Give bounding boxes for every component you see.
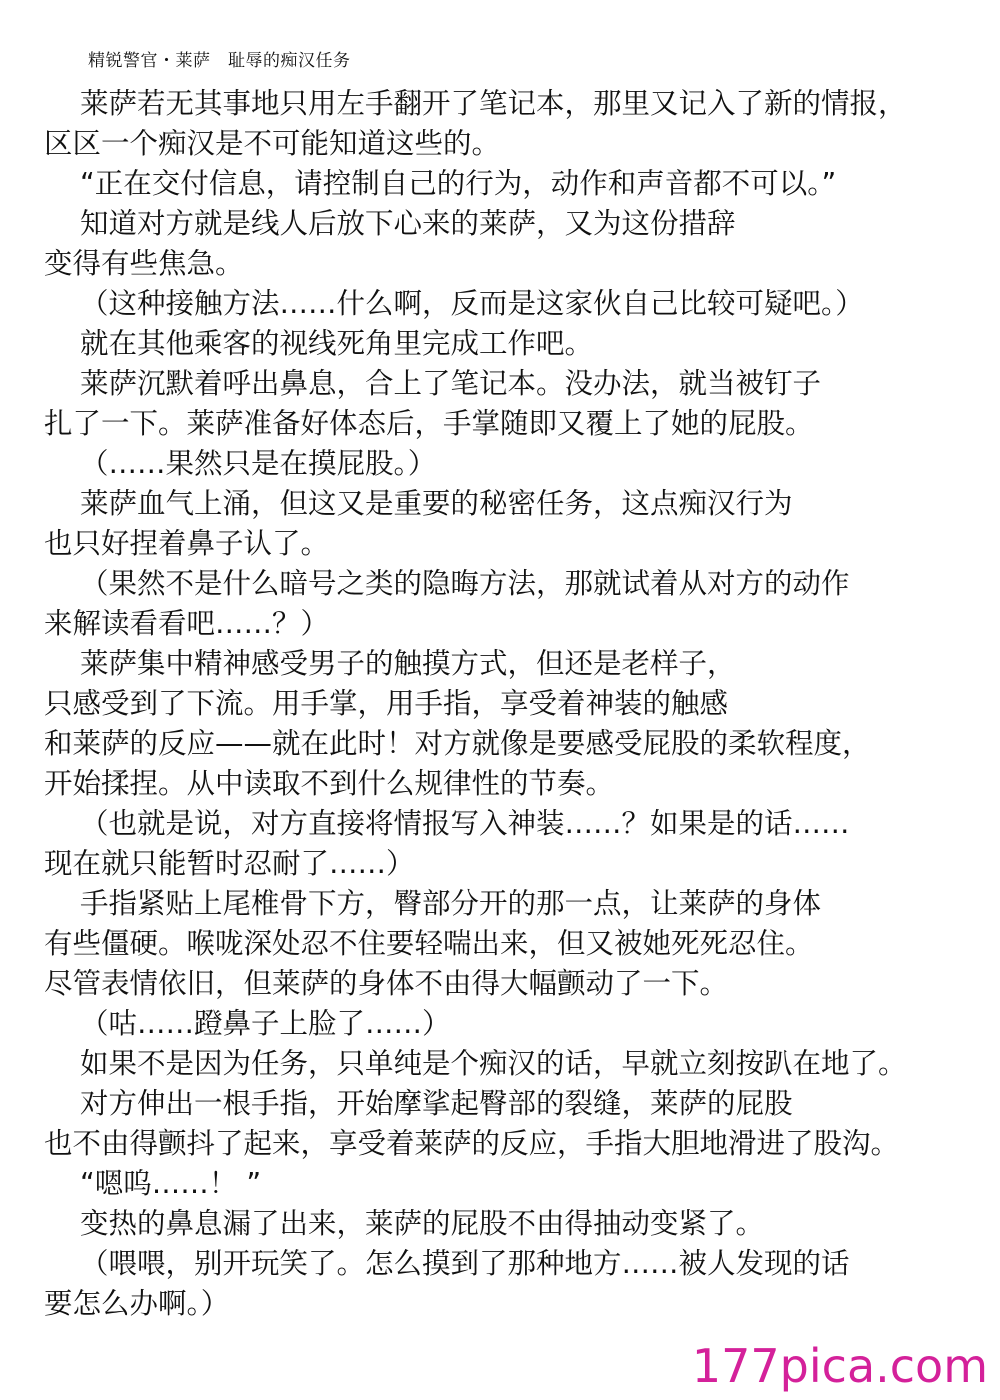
text-line: （也就是说，对方直接将情报写入神装……？如果是的话…… [80, 807, 850, 840]
text-line: “正在交付信息，请控制自己的行为，动作和声音都不可以。” [80, 167, 837, 200]
text-line: 如果不是因为任务，只单纯是个痴汉的话，早就立刻按趴在地了。 [80, 1047, 907, 1080]
text-line: 莱萨集中精神感受男子的触摸方式，但还是老样子， [80, 647, 736, 680]
text-line: 莱萨若无其事地只用左手翻开了笔记本，那里又记入了新的情报， [80, 87, 907, 120]
text-line: “嗯呜……！ ” [80, 1167, 262, 1200]
watermark: 177pica.com [691, 1339, 988, 1393]
text-line: （……果然只是在摸屁股。） [80, 447, 437, 480]
text-line: 就在其他乘客的视线死角里完成工作吧。 [80, 327, 594, 360]
text-line: （咕……蹬鼻子上脸了……） [80, 1007, 451, 1040]
text-line: 对方伸出一根手指，开始摩挲起臀部的裂缝，莱萨的屁股 [80, 1087, 793, 1120]
running-header: 精锐警官・莱萨 耻辱的痴汉任务 [88, 51, 351, 71]
text-line: 知道对方就是线人后放下心来的莱萨，又为这份措辞 [80, 207, 736, 240]
body-text [44, 84, 1000, 1324]
text-line: 和莱萨的反应——就在此时！对方就像是要感受屁股的柔软程度， [44, 727, 871, 760]
text-line: 要怎么办啊。） [44, 1287, 230, 1320]
text-line: 也不由得颤抖了起来，享受着莱萨的反应，手指大胆地滑进了股沟。 [44, 1127, 900, 1160]
text-line: 只感受到了下流。用手掌，用手指，享受着神装的触感 [44, 687, 729, 720]
text-line: 莱萨血气上涌，但这又是重要的秘密任务，这点痴汉行为 [80, 487, 793, 520]
text-line: （这种接触方法……什么啊，反而是这家伙自己比较可疑吧。） [80, 287, 864, 320]
text-line: 来解读看看吧……？） [44, 607, 330, 640]
text-line: （果然不是什么暗号之类的隐晦方法，那就试着从对方的动作 [80, 567, 850, 600]
text-line: 区区一个痴汉是不可能知道这些的。 [44, 127, 501, 160]
text-line: 开始揉捏。从中读取不到什么规律性的节奏。 [44, 767, 615, 800]
text-line: 变得有些焦急。 [44, 247, 244, 280]
text-line: 有些僵硬。喉咙深处忍不住要轻喘出来，但又被她死死忍住。 [44, 927, 814, 960]
text-line: 扎了一下。莱萨准备好体态后，手掌随即又覆上了她的屁股。 [44, 407, 814, 440]
text-line: （喂喂，别开玩笑了。怎么摸到了那种地方……被人发现的话 [80, 1247, 850, 1280]
text-line: 现在就只能暂时忍耐了……） [44, 847, 415, 880]
text-line: 莱萨沉默着呼出鼻息，合上了笔记本。没办法，就当被钉子 [80, 367, 822, 400]
text-line: 手指紧贴上尾椎骨下方，臀部分开的那一点，让莱萨的身体 [80, 887, 822, 920]
text-line: 也只好捏着鼻子认了。 [44, 527, 330, 560]
text-line: 尽管表情依旧，但莱萨的身体不由得大幅颤动了一下。 [44, 967, 729, 1000]
text-line: 变热的鼻息漏了出来，莱萨的屁股不由得抽动变紧了。 [80, 1207, 765, 1240]
